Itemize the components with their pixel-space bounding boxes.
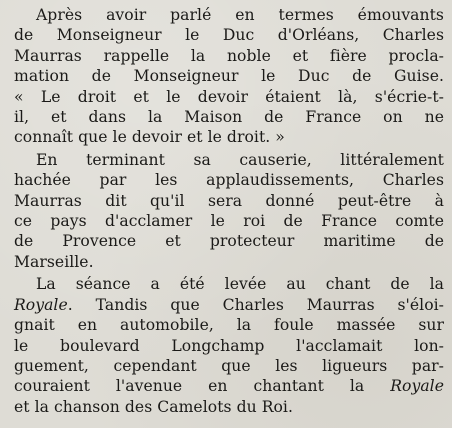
article-paragraph-2 [14, 150, 444, 272]
text-line: il, et dans la Maison de France on ne [14, 108, 444, 127]
text-line: et la chanson des Camelots du Roi. [14, 397, 293, 416]
text-line: guement, cependant que les ligueurs par- [14, 356, 444, 375]
text-line: ce pays d'acclamer le roi de France comte [14, 212, 444, 231]
text-line: de Monseigneur le Duc d'Orléans, Charles [14, 26, 444, 45]
text-line: le boulevard Longchamp l'acclamait lon- [14, 336, 444, 355]
text-line: Après avoir parlé en termes émouvants [36, 6, 444, 24]
text-line: de Provence et protecteur maritime de [14, 232, 444, 251]
text-line: La séance a été levée au chant de la [36, 275, 444, 294]
article-paragraph-3 [14, 274, 444, 417]
text-line: couraient l'avenue en chantant la Royale [14, 377, 444, 396]
text-line: En terminant sa causerie, littéralement [36, 150, 444, 169]
text-line: Royale. Tandis que Charles Maurras s'éloi- [14, 295, 444, 314]
text-line: mation de Monseigneur le Duc de Guise. [14, 67, 444, 86]
italic-word: Royale [14, 295, 68, 314]
text-line: Marseille. [14, 252, 94, 271]
text-line: connaît que le devoir et le droit. » [14, 128, 285, 147]
text-line: Maurras rappelle la noble et fière procla- [14, 46, 444, 65]
text-line: hachée par les applaudissements, Charles [14, 171, 444, 190]
text-line: Maurras dit qu'il sera donné peut-être à [14, 191, 444, 210]
text-line: « Le droit et le devoir étaient là, s'écrie-t- [14, 87, 444, 106]
italic-word: Royale [390, 377, 444, 396]
article-paragraph-1 [14, 5, 444, 148]
text-line: gnait en automobile, la foule massée sur [14, 316, 444, 335]
